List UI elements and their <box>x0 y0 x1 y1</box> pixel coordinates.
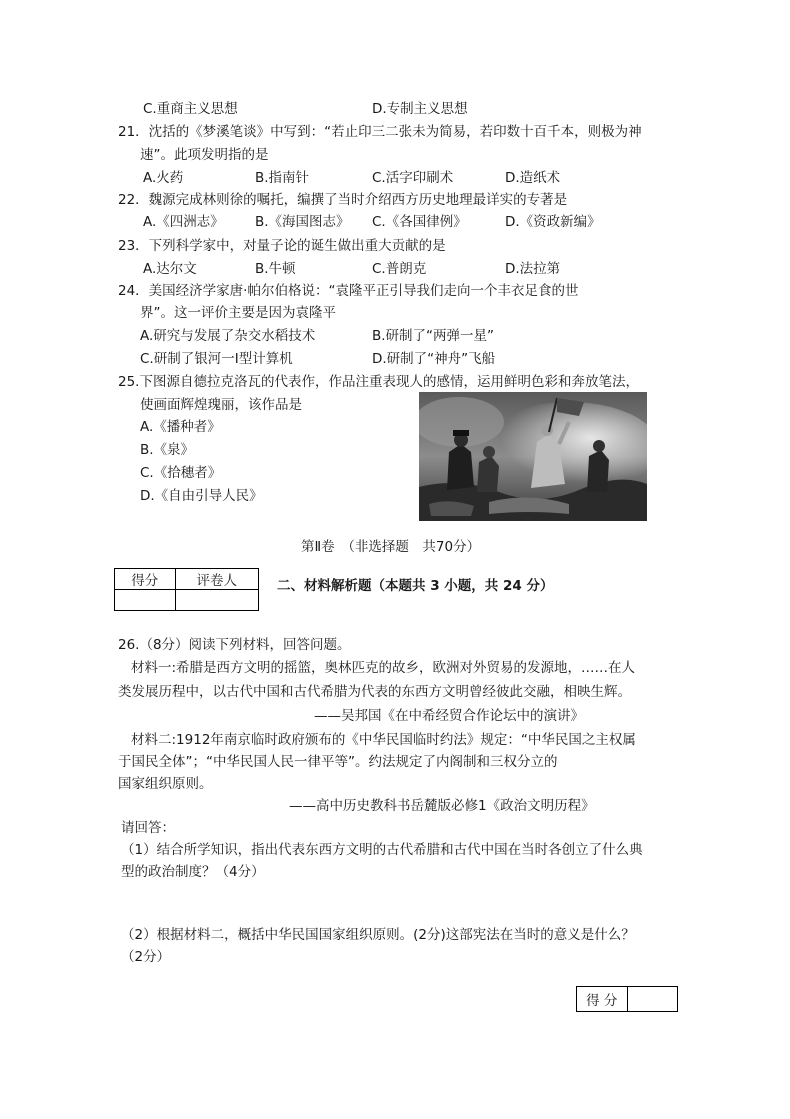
grader-cell[interactable] <box>175 590 258 611</box>
score-cell[interactable] <box>115 590 176 611</box>
q22-option-c: C.《各国律例》 <box>372 214 467 230</box>
q24-option-a: A.研究与发展了杂交水稻技术 <box>140 328 316 344</box>
material2-line3: 国家组织原则。 <box>118 776 213 792</box>
q23-option-c: C.普朗克 <box>372 261 427 277</box>
part2-title: 第Ⅱ卷 （非选择题 共70分） <box>301 539 481 555</box>
sub-question-1-line2: 型的政治制度？（4分） <box>121 864 265 880</box>
q25-option-c: C.《拾穗者》 <box>140 465 222 481</box>
material1-source: ——吴邦国《在中希经贸合作论坛中的演讲》 <box>314 708 584 724</box>
q22-stem: 22．魏源完成林则徐的嘱托，编撰了当时介绍西方历史地理最详实的专著是 <box>118 192 568 208</box>
q21-option-d: D.造纸术 <box>505 170 561 186</box>
q25-stem-line1: 25.下图源自德拉克洛瓦的代表作，作品注重表现人的感情，运用鲜明色彩和奔放笔法， <box>118 374 639 390</box>
q24-option-d: D.研制了“神舟”飞船 <box>372 351 496 367</box>
q23-option-d: D.法拉第 <box>505 261 561 277</box>
q25-option-b: B.《泉》 <box>140 442 195 458</box>
grader-header: 评卷人 <box>175 569 258 590</box>
q22-option-b: B.《海国图志》 <box>255 214 350 230</box>
q25-stem-line2: 使画面辉煌瑰丽，该作品是 <box>140 397 302 413</box>
sub-question-2-line1: （2）根据材料二，概括中华民国国家组织原则。(2分)这部宪法在当时的意义是什么？ <box>121 927 635 943</box>
sub-question-2-line2: （2分） <box>121 949 171 965</box>
q25-option-a: A.《播种者》 <box>140 419 221 435</box>
material2-line1: 材料二:1912年南京临时政府颁布的《中华民国临时约法》规定：“中华民国之主权属 <box>131 732 636 748</box>
q23-option-a: A.达尔文 <box>143 261 197 277</box>
q23-stem: 23．下列科学家中，对量子论的诞生做出重大贡献的是 <box>118 238 446 254</box>
q21-option-a: A.火药 <box>143 170 184 186</box>
material1-line1: 材料一:希腊是西方文明的摇篮，奥林匹克的故乡，欧洲对外贸易的发源地，……在人 <box>131 660 636 676</box>
q21-stem-line1: 21．沈括的《梦溪笔谈》中写到：“若止印三二张未为简易，若印数十百千本，则极为神 <box>118 124 642 140</box>
q20-option-c: C.重商主义思想 <box>143 101 238 117</box>
score-box <box>576 986 678 1012</box>
score-grader-table <box>114 568 259 611</box>
q24-option-c: C.研制了银河一Ⅰ型计算机 <box>140 351 293 367</box>
section-title: 二、材料解析题（本题共 3 小题，共 24 分） <box>277 578 554 594</box>
painting-illustration <box>419 392 647 521</box>
material1-line2: 类发展历程中，以古代中国和古代希腊为代表的东西方文明曾经彼此交融，相映生辉。 <box>118 684 631 700</box>
q20-option-d: D.专制主义思想 <box>372 101 468 117</box>
q21-option-c: C.活字印刷术 <box>372 170 454 186</box>
sub-question-1-line1: （1）结合所学知识，指出代表东西方文明的古代希腊和古代中国在当时各创立了什么典 <box>121 842 643 858</box>
score-box-cell[interactable] <box>627 987 677 1012</box>
q24-option-b: B.研制了“两弹一星” <box>372 328 495 344</box>
score-box-label: 得 分 <box>577 987 628 1012</box>
q22-option-d: D.《资政新编》 <box>505 214 601 230</box>
q21-stem-line2: 速”。此项发明指的是 <box>140 147 269 163</box>
q24-stem-line2: 界”。这一评价主要是因为袁隆平 <box>140 305 336 321</box>
q23-option-b: B.牛顿 <box>255 261 296 277</box>
painting-image <box>419 392 647 521</box>
score-header: 得分 <box>115 569 176 590</box>
q25-option-d: D.《自由引导人民》 <box>140 488 263 504</box>
q24-stem-line1: 24．美国经济学家唐·帕尔伯格说：“袁隆平正引导我们走向一个丰衣足食的世 <box>118 283 579 299</box>
q21-option-b: B.指南针 <box>255 170 310 186</box>
ask-label: 请回答： <box>121 820 175 836</box>
material2-line2: 于国民全体”；“中华民国人民一律平等”。约法规定了内阁制和三权分立的 <box>118 754 558 770</box>
material2-source: ——高中历史教科书岳麓版必修1《政治文明历程》 <box>289 798 595 814</box>
q26-stem: 26.（8分）阅读下列材料，回答问题。 <box>118 637 351 653</box>
q22-option-a: A.《四洲志》 <box>143 214 224 230</box>
